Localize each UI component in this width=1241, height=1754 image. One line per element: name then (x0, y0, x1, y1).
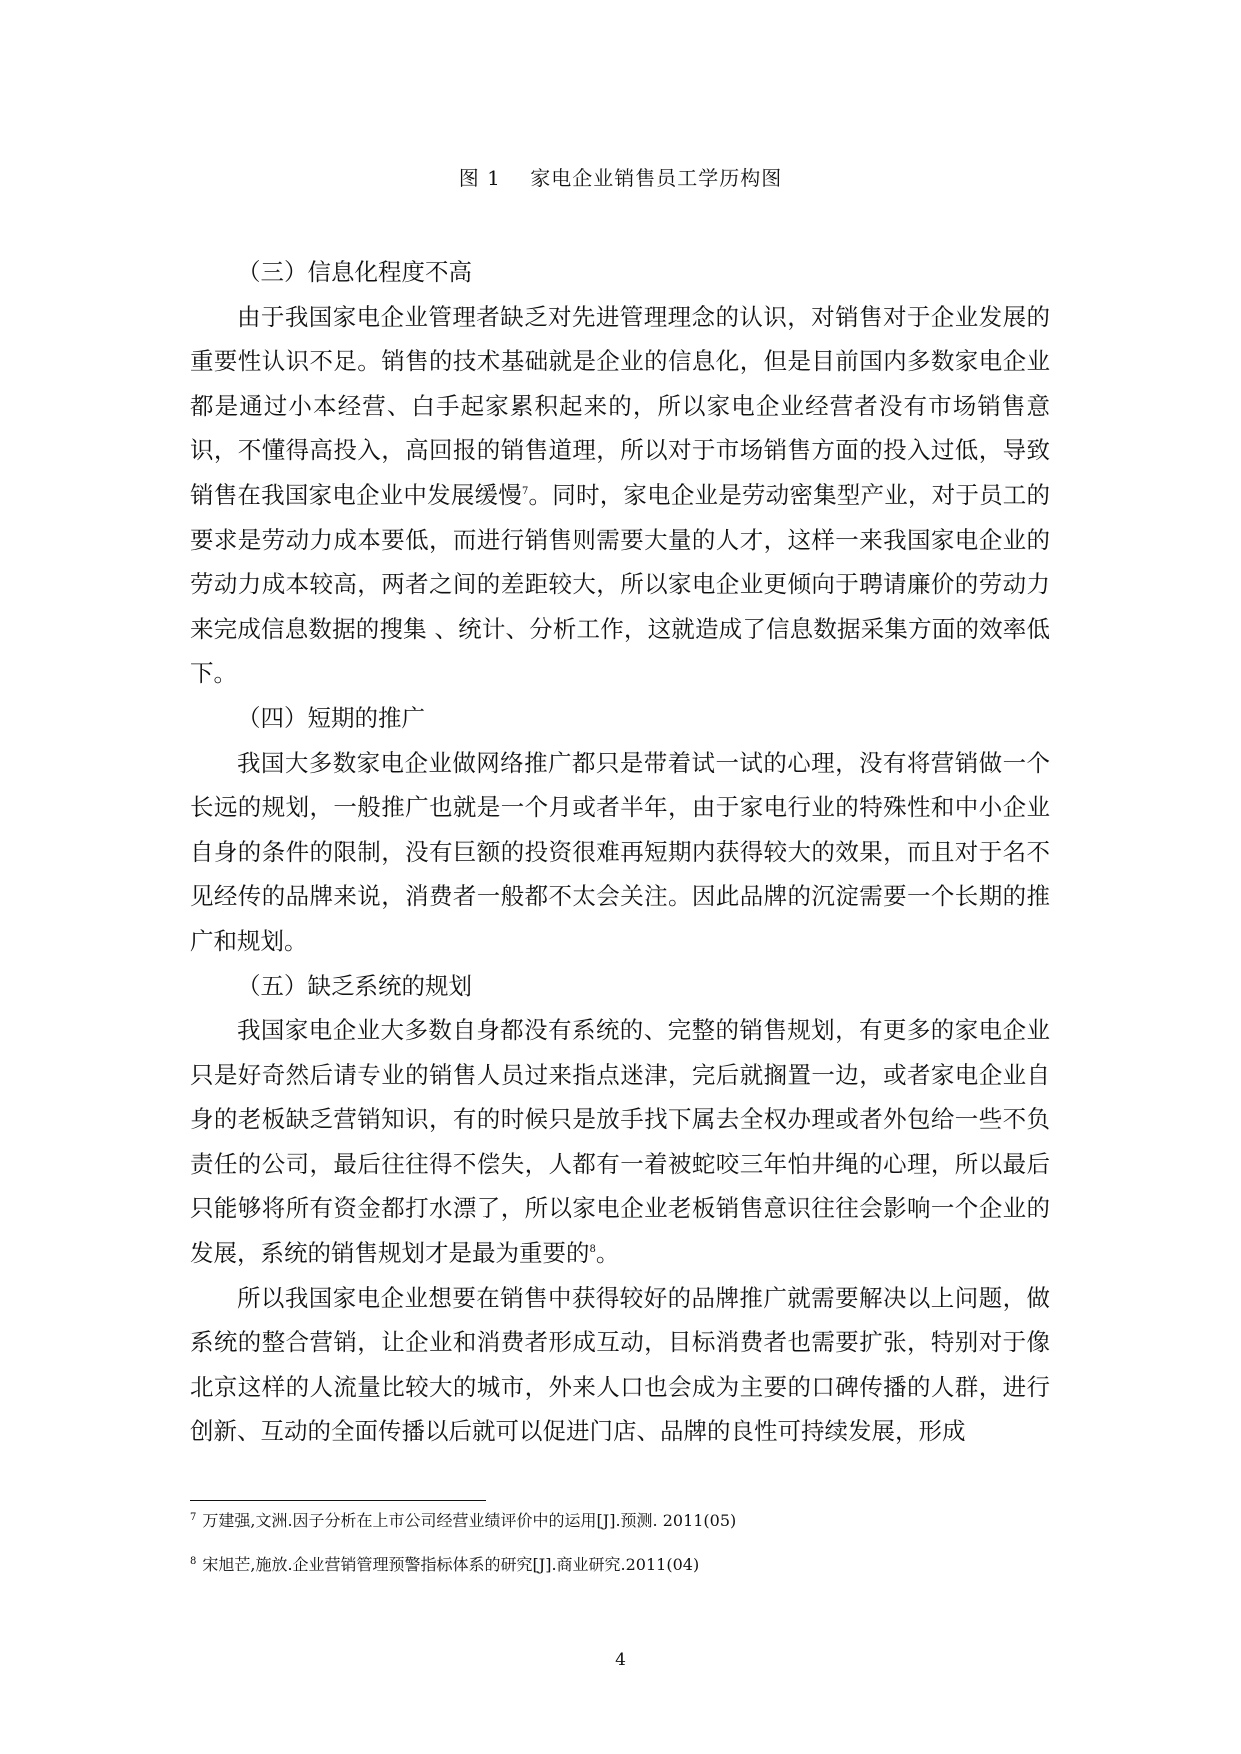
footnote-ref-7[interactable]: 7 (521, 486, 529, 498)
paragraph-text: 。 (595, 1239, 620, 1268)
footnote-8 (190, 1552, 1050, 1578)
paragraph-text: 我国家电企业大多数自身都没有系统的、完整的销售规划，有更多的家电企业只是好奇然后请专业的销售人员过来指点迷津，完后就搁置一边，或者家电企业自身的老板缺乏营销知识，有的时候只是放手找下属去全权办理或者外包给一些不负责任的公司，最后往往得不偿失，人都有一着被蛇咬三年怕井绳的心理，所以最后只能够将所有资金都打水漂了，所以家电企业老板销售意识往往会影响一个企业的发展，系统的销售规划才是最为重要的 (190, 1016, 1050, 1268)
footnote-divider (190, 1500, 486, 1501)
paragraph-text: 我国大多数家电企业做网络推广都只是带着试一试的心理，没有将营销做一个长远的规划，一般推广也就是一个月或者半年，由于家电行业的特殊性和中小企业自身的条件的限制，没有巨额的投资很难再短期内获得较大的效果，而且对于名不见经传的品牌来说，消费者一般都不太会关注。因此品牌的沉淀需要一个长期的推广和规划。 (190, 748, 1050, 955)
footnote-text: 万建强,文洲.因子分析在上市公司经营业绩评价中的运用[J].预测. 2011(05) (202, 1511, 737, 1530)
page-number: 4 (615, 1650, 626, 1670)
paragraph (190, 1276, 1050, 1454)
body-text (190, 250, 1050, 1454)
footnote-7 (190, 1508, 1050, 1534)
section-heading-5: （五）缺乏系统的规划 (237, 971, 472, 1000)
footnote-number: 7 (190, 1511, 197, 1523)
footnotes (190, 1508, 1050, 1596)
section-heading-4: （四）短期的推广 (237, 703, 425, 732)
paragraph (190, 741, 1050, 964)
paragraph-text: 所以我国家电企业想要在销售中获得较好的品牌推广就需要解决以上问题，做系统的整合营销，让企业和消费者形成互动，目标消费者也需要扩张，特别对于像北京这样的人流量比较大的城市，外来人口也会成为主要的口碑传播的人群，进行创新、互动的全面传播以后就可以促进门店、品牌的良性可持续发展，形成 (190, 1283, 1050, 1446)
paragraph (190, 1008, 1050, 1276)
paragraph (190, 295, 1050, 696)
section-heading-3: （三）信息化程度不高 (237, 258, 472, 286)
paragraph-text: 。同时，家电企业是劳动密集型产业，对于员工的要求是劳动力成本要低，而进行销售则需要大量的人才，这样一来我国家电企业的劳动力成本较高，两者之间的差距较大，所以家电企业更倾向于聘请廉价的劳动力来完成信息数据的搜集 、统计、分析工作，这就造成了信息数据采集方面的效率低下。 (190, 480, 1051, 688)
footnote-ref-8[interactable]: 8 (589, 1244, 596, 1256)
figure-caption: 图 1 家电企业销售员工学历构图 (458, 166, 783, 190)
footnote-number: 8 (190, 1555, 197, 1567)
footnote-text: 宋旭芒,施放.企业营销管理预警指标体系的研究[J].商业研究.2011(04) (202, 1555, 700, 1574)
paragraph-text: 由于我国家电企业管理者缺乏对先进管理理念的认识，对销售对于企业发展的重要性认识不足。销售的技术基础就是企业的信息化，但是目前国内多数家电企业都是通过小本经营、白手起家累积起来的，所以家电企业经营者没有市场销售意识，不懂得高投入，高回报的销售道理，所以对于市场销售方面的投入过低，导致销售在我国家电企业中发展缓慢 (190, 302, 1050, 509)
